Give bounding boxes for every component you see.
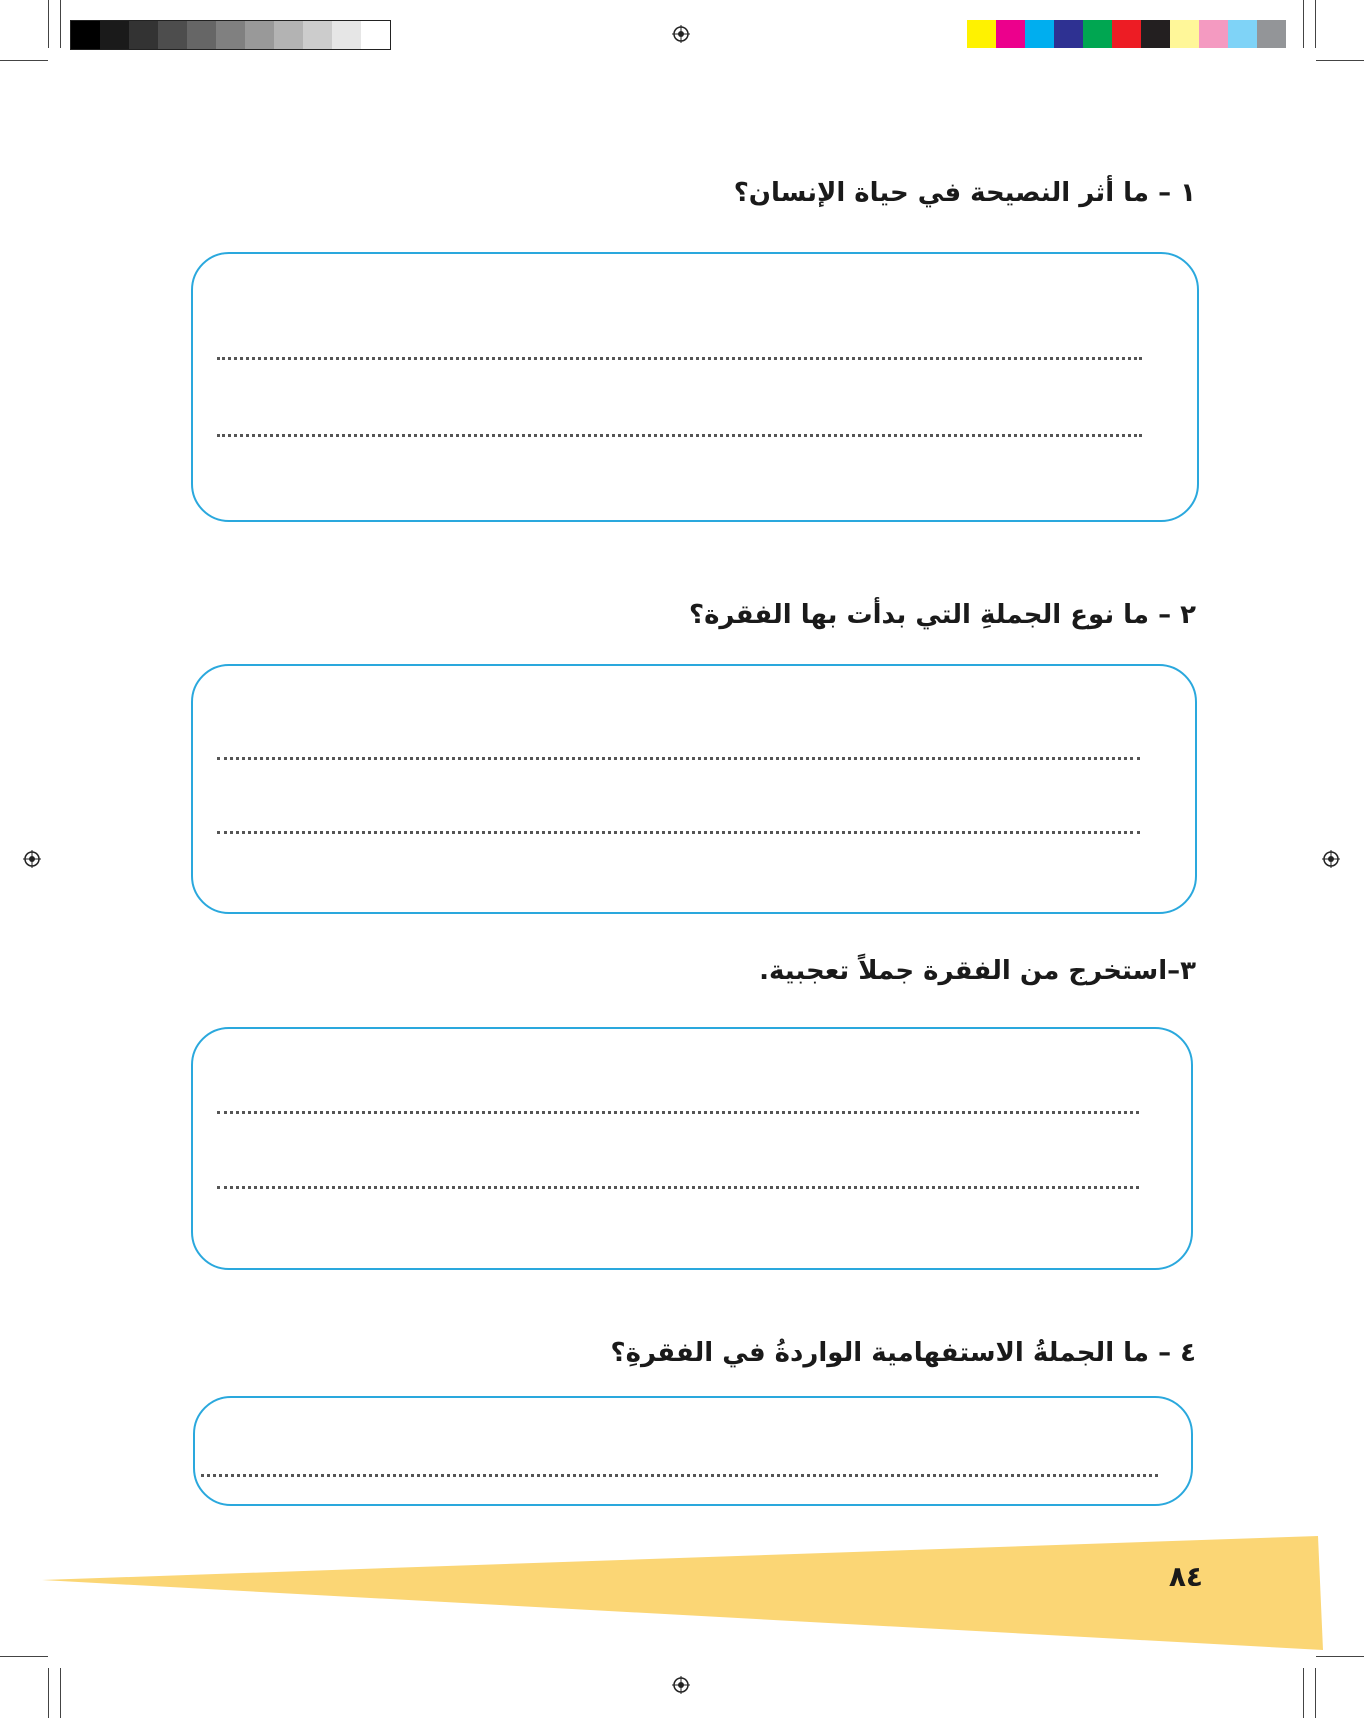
question-3-text: ٣–استخرج من الفقرة جملاً تعجبية. <box>759 956 1196 986</box>
gray-swatch <box>274 21 303 49</box>
answer-line[interactable] <box>201 1474 1158 1477</box>
color-swatch <box>1054 20 1083 48</box>
gray-swatch <box>71 21 100 49</box>
color-swatch <box>1257 20 1286 48</box>
question-4-text: ٤ – ما الجملةُ الاستفهامية الواردةُ في الفقرةِ؟ <box>610 1338 1196 1368</box>
gray-swatch <box>216 21 245 49</box>
gray-swatch <box>332 21 361 49</box>
answer-line[interactable] <box>217 757 1140 760</box>
color-swatch <box>1199 20 1228 48</box>
crop-mark <box>1315 1668 1316 1718</box>
question-2-text: ٢ – ما نوع الجملةِ التي بدأت بها الفقرة؟ <box>688 600 1196 630</box>
gray-swatch <box>187 21 216 49</box>
crop-mark <box>1303 0 1304 48</box>
crop-mark <box>1315 0 1316 48</box>
crop-mark <box>48 1668 49 1718</box>
gray-swatch <box>129 21 158 49</box>
color-swatch <box>1141 20 1170 48</box>
answer-box-3[interactable] <box>191 1027 1193 1270</box>
color-swatch <box>1112 20 1141 48</box>
crop-mark <box>1303 1668 1304 1718</box>
gray-swatch <box>158 21 187 49</box>
crop-mark <box>48 0 49 48</box>
answer-box-1[interactable] <box>191 252 1199 522</box>
answer-line[interactable] <box>217 357 1142 360</box>
answer-line[interactable] <box>217 831 1140 834</box>
registration-mark-icon <box>1322 850 1340 868</box>
gray-swatch <box>245 21 274 49</box>
registration-mark-icon <box>23 850 41 868</box>
color-swatch <box>967 20 996 48</box>
color-calibration-bar <box>967 20 1286 48</box>
gray-swatch <box>361 21 390 49</box>
color-swatch <box>1083 20 1112 48</box>
gray-swatch <box>100 21 129 49</box>
answer-line[interactable] <box>217 1111 1139 1114</box>
page-number: ٨٤ <box>1168 1560 1203 1593</box>
crop-mark <box>0 60 48 61</box>
crop-mark <box>1316 60 1364 61</box>
question-1-text: ١ – ما أثر النصيحة في حياة الإنسان؟ <box>733 178 1196 208</box>
color-swatch <box>1228 20 1257 48</box>
registration-mark-icon <box>672 25 690 43</box>
color-swatch <box>1025 20 1054 48</box>
answer-line[interactable] <box>217 434 1142 437</box>
gray-swatch <box>303 21 332 49</box>
crop-mark <box>60 0 61 48</box>
grayscale-calibration-bar <box>70 20 391 50</box>
answer-box-4[interactable] <box>193 1396 1193 1506</box>
color-swatch <box>996 20 1025 48</box>
footer-band <box>0 1530 1364 1660</box>
color-swatch <box>1170 20 1199 48</box>
crop-mark <box>60 1668 61 1718</box>
answer-line[interactable] <box>217 1186 1139 1189</box>
registration-mark-icon <box>672 1676 690 1694</box>
answer-box-2[interactable] <box>191 664 1197 914</box>
